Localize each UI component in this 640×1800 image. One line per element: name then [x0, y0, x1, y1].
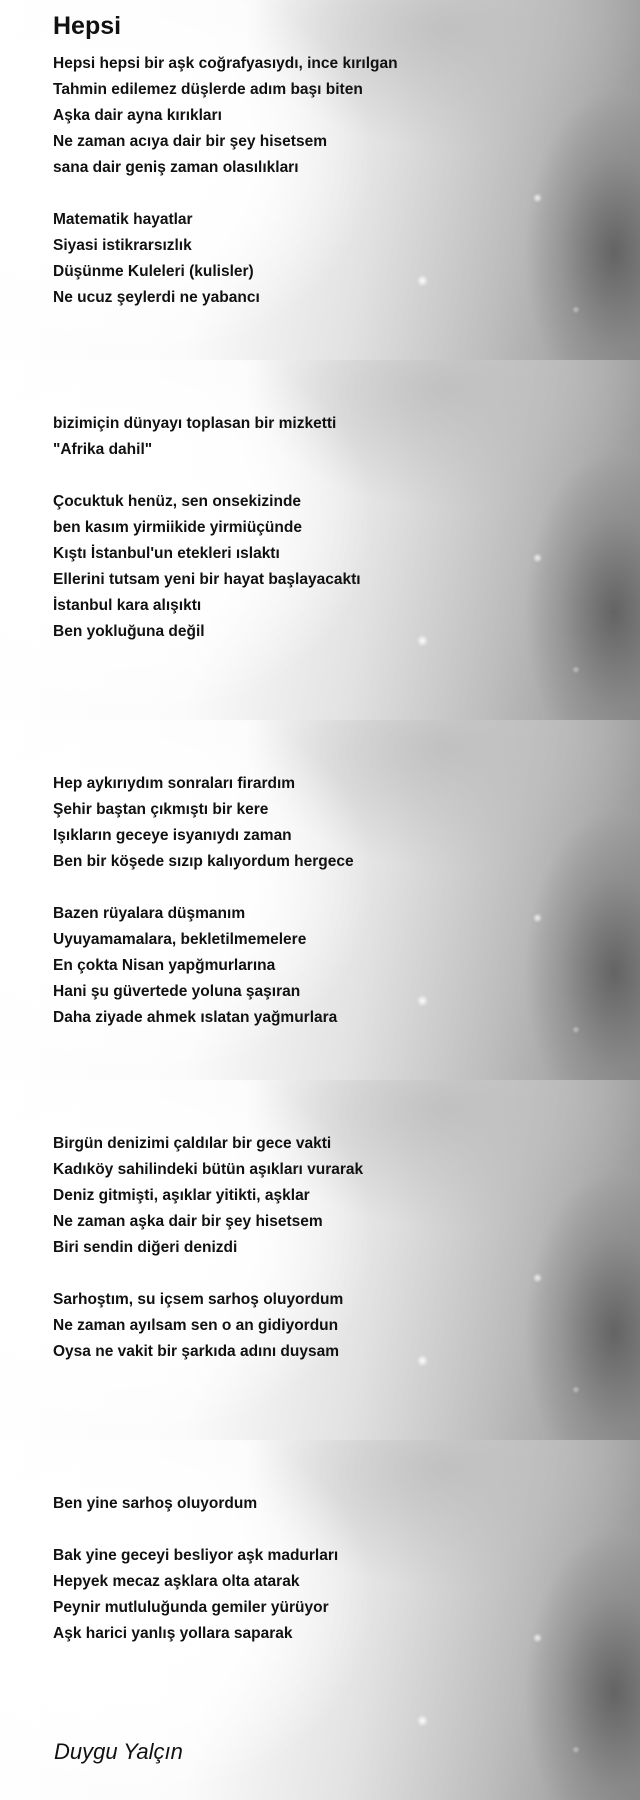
poem-line: Ben yokluğuna değil — [53, 623, 205, 640]
poem-panel-3 — [0, 720, 640, 1080]
poem-panel-1 — [0, 0, 640, 360]
poem-line: En çokta Nisan yapğmurlarına — [53, 957, 276, 974]
stanza — [53, 1543, 338, 1647]
stanza — [53, 411, 336, 463]
stanza — [53, 1491, 257, 1517]
poem-line: ben kasım yirmiikide yirmiüçünde — [53, 519, 302, 536]
poem-author: Duygu Yalçın — [54, 1739, 183, 1764]
poem-line: Siyasi istikrarsızlık — [53, 237, 192, 254]
poem-line: Peynir mutluluğunda gemiler yürüyor — [53, 1599, 329, 1616]
poem-line: Daha ziyade ahmek ıslatan yağmurlara — [53, 1009, 338, 1026]
stanza — [53, 901, 337, 1031]
poem-panel-2 — [0, 360, 640, 720]
poem-line: Aşk harici yanlış yollara saparak — [53, 1625, 293, 1642]
poem-line: Ne ucuz şeylerdi ne yabancı — [53, 289, 260, 306]
poem-line: Işıkların geceye isyanıydı zaman — [53, 827, 292, 844]
poem-line: Çocuktuk henüz, sen onsekizinde — [53, 493, 302, 510]
stanza — [53, 207, 260, 311]
poem-line: Kadıköy sahilindeki bütün aşıkları vurarak — [53, 1161, 364, 1178]
poem-line: Hepsi hepsi bir aşk coğrafyasıydı, ince kırılgan — [53, 55, 398, 72]
poem-panel-5 — [0, 1440, 640, 1800]
poem-line: Bazen rüyalara düşmanım — [53, 905, 246, 922]
poem-line: Hepyek mecaz aşklara olta atarak — [53, 1573, 300, 1590]
poem-line: Ben yine sarhoş oluyordum — [53, 1495, 258, 1512]
poem-line: Matematik hayatlar — [53, 211, 193, 228]
poem-line: Kıştı İstanbul'un etekleri ıslaktı — [53, 545, 280, 562]
stanza — [53, 1131, 363, 1261]
poem-line: İstanbul kara alışıktı — [53, 597, 202, 614]
poem-line: Tahmin edilemez düşlerde adım başı biten — [53, 81, 363, 98]
poem-title: Hepsi — [53, 12, 122, 40]
poem-line: Şehir baştan çıkmıştı bir kere — [53, 801, 269, 818]
poem-line: Hep aykırıydım sonraları firardım — [53, 775, 296, 792]
stanza — [53, 1287, 343, 1365]
poem-line: sana dair geniş zaman olasılıkları — [53, 159, 299, 176]
poem-line: Biri sendin diğeri denizdi — [53, 1239, 238, 1256]
poem-line: Sarhoştım, su içsem sarhoş oluyordum — [53, 1291, 344, 1308]
poem-line: Uyuyamamalara, bekletilmemelere — [53, 931, 307, 948]
poem-line: Deniz gitmişti, aşıklar yitikti, aşklar — [53, 1187, 310, 1204]
poem-line: Bak yine geceyi besliyor aşk madurları — [53, 1547, 339, 1564]
stanza — [53, 771, 354, 875]
poem-line: bizimiçin dünyayı toplasan bir mizketti — [53, 415, 337, 432]
poem-line: Ellerini tutsam yeni bir hayat başlayacaktı — [53, 571, 361, 588]
poem-line: Oysa ne vakit bir şarkıda adını duysam — [53, 1343, 340, 1360]
stanza — [53, 489, 361, 645]
poem-line: Aşka dair ayna kırıkları — [53, 107, 222, 124]
poem-line: Birgün denizimi çaldılar bir gece vakti — [53, 1135, 332, 1152]
poem-line: Ne zaman acıya dair bir şey hisetsem — [53, 133, 327, 150]
poem-line: Hani şu güvertede yoluna şaşıran — [53, 983, 301, 1000]
poem-line: Düşünme Kuleleri (kulisler) — [53, 263, 254, 280]
poem-line: "Afrika dahil" — [53, 441, 153, 458]
poem-line: Ne zaman aşka dair bir şey hisetsem — [53, 1213, 323, 1230]
poem-panel-4 — [0, 1080, 640, 1440]
poem-line: Ben bir köşede sızıp kalıyordum hergece — [53, 853, 354, 870]
stanza — [53, 51, 398, 181]
poem-line: Ne zaman ayılsam sen o an gidiyordun — [53, 1317, 339, 1334]
